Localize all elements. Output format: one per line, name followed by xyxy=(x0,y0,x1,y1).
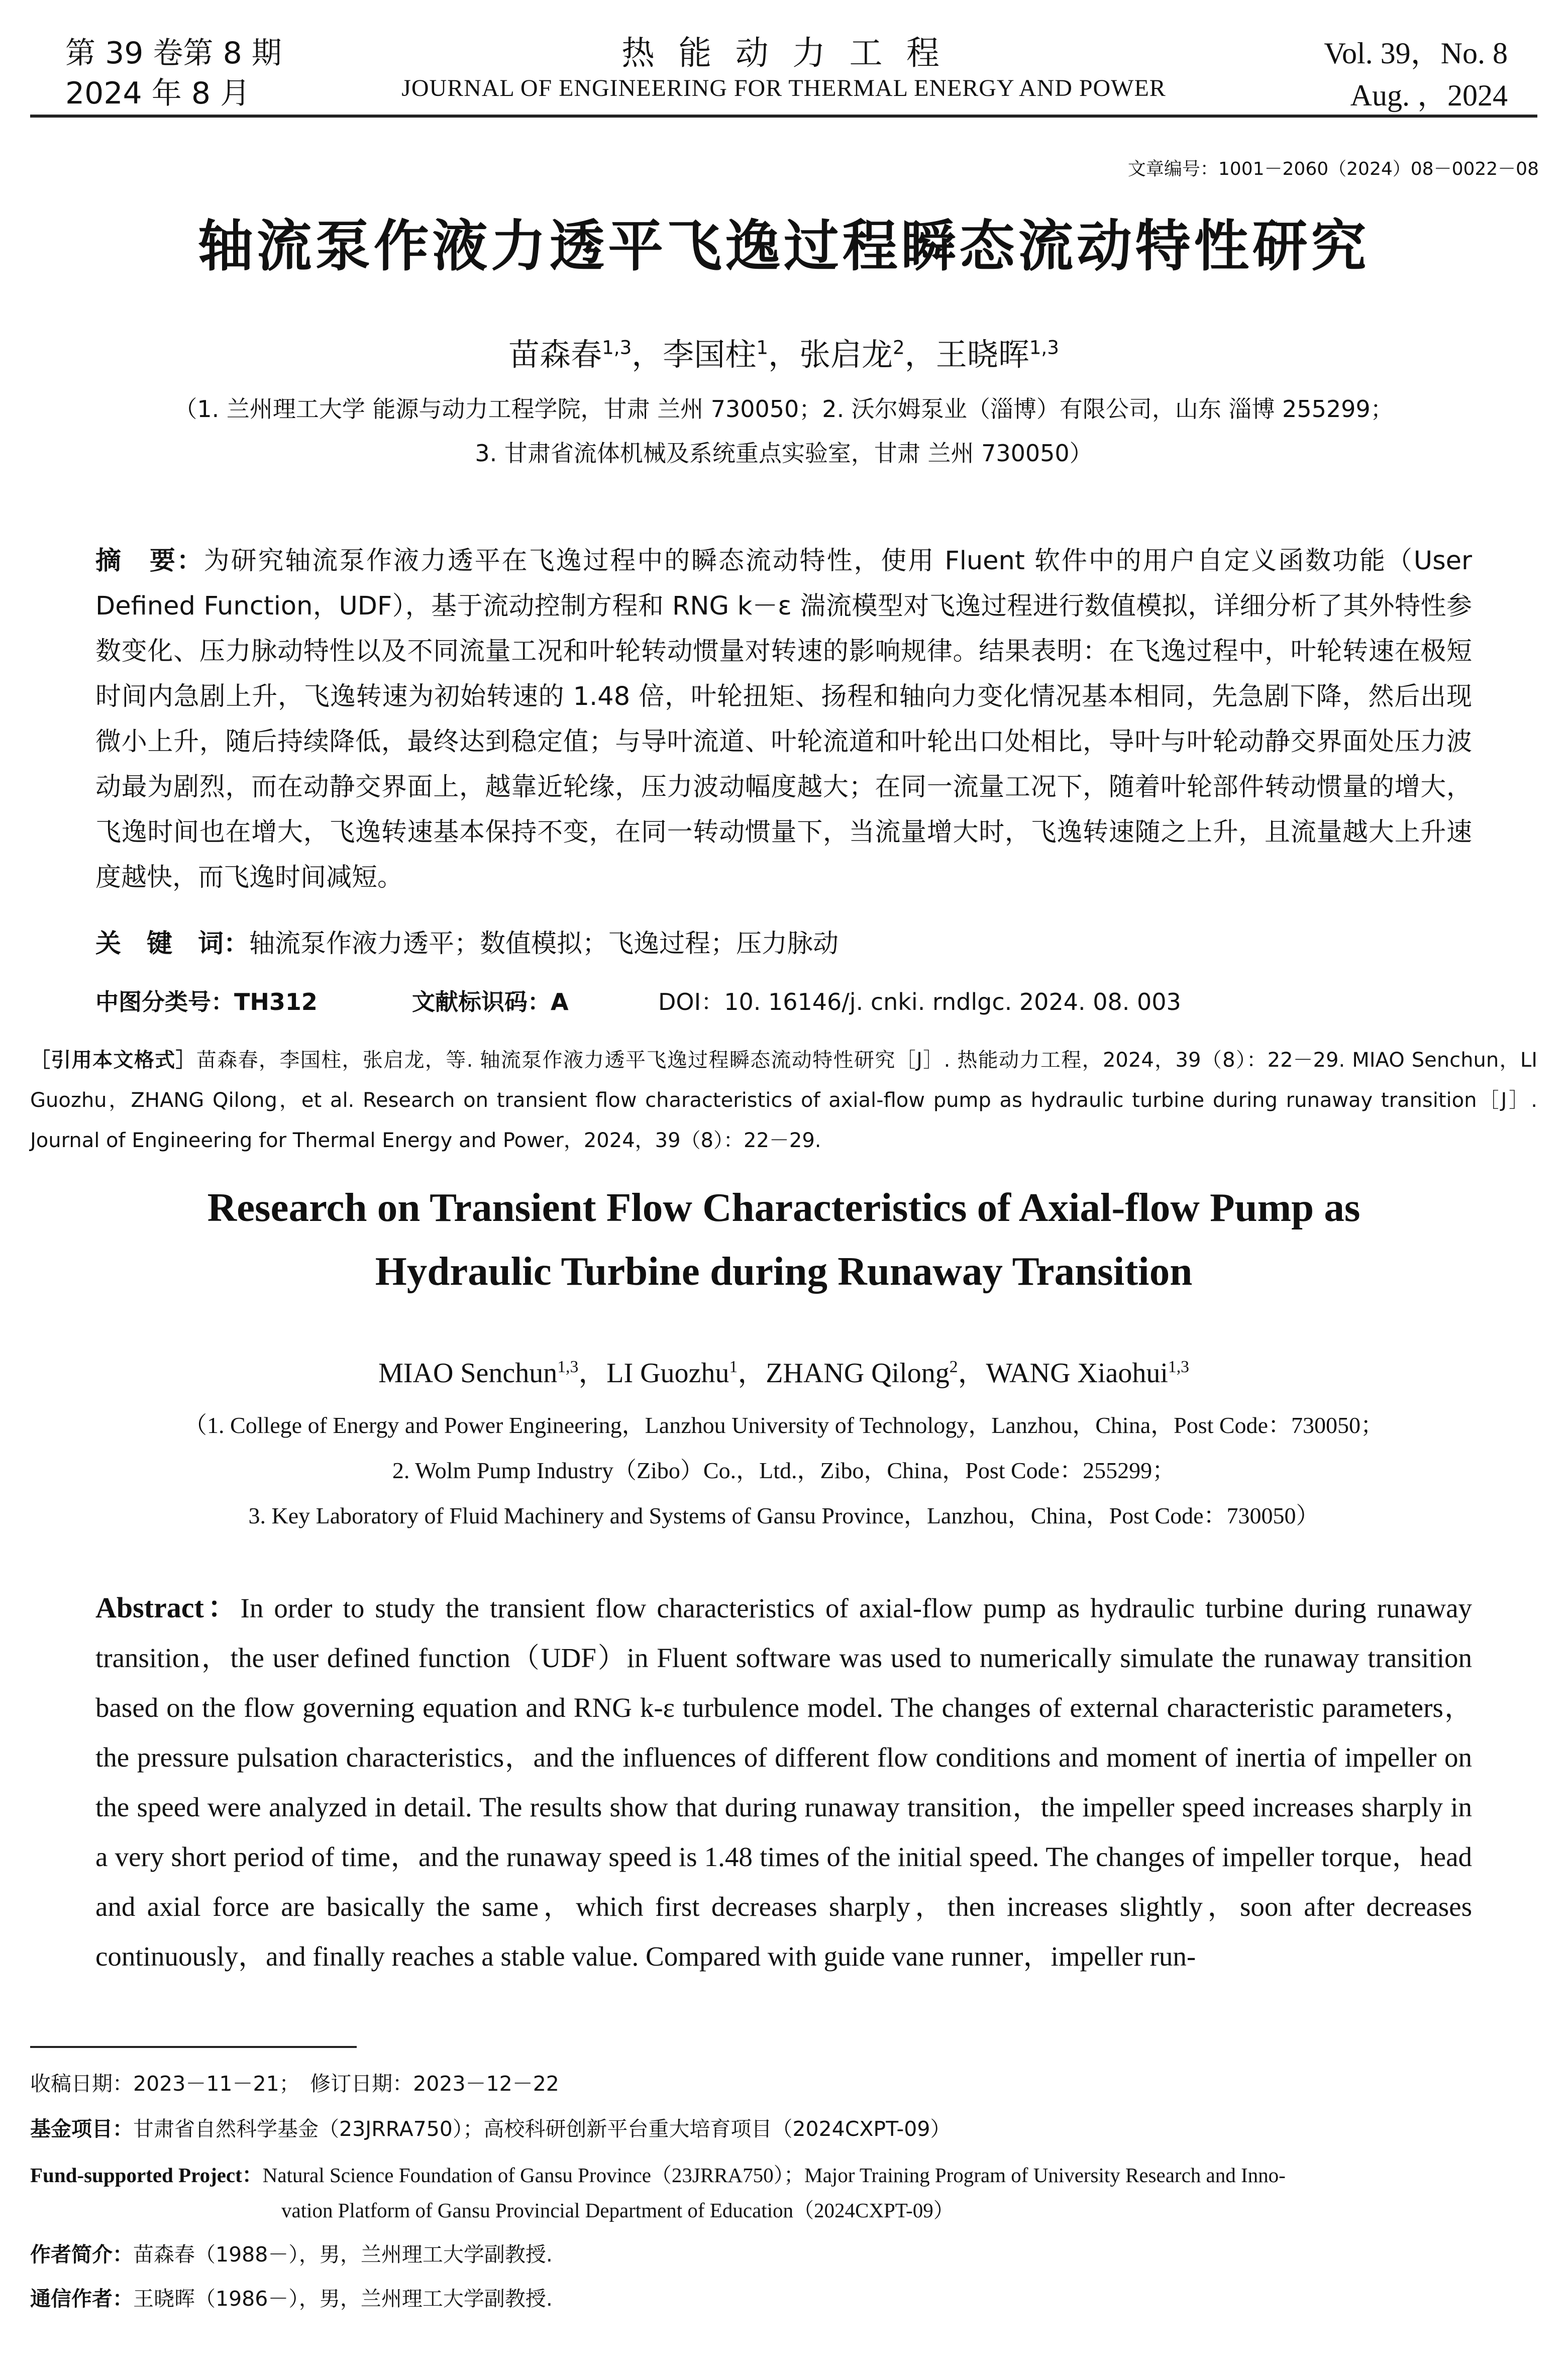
author-bio-label: 作者简介： xyxy=(30,2242,133,2267)
author-affil-mark: 2 xyxy=(893,336,905,359)
author-separator: ， xyxy=(738,1358,766,1389)
title-en xyxy=(30,1176,1537,1303)
corresponding-author xyxy=(30,2282,1537,2312)
fund-cn-text: 甘肃省自然科学基金（23JRRA750）；高校科研创新平台重大培育项目（2024CXPT-09） xyxy=(133,2117,951,2141)
author-separator: ， xyxy=(632,336,663,373)
affiliation-en-line3: 3. Key Laboratory of Fluid Machinery and Systems of Gansu Province，Lanzhou，China，Post Code：730050） xyxy=(248,1503,1319,1528)
author-affil-mark: 2 xyxy=(949,1357,958,1376)
title-en-line1: Research on Transient Flow Characteristics of Axial-flow Pump as xyxy=(207,1185,1361,1230)
author-cn: 苗森春 xyxy=(508,336,602,373)
author-affil-mark: 1,3 xyxy=(1029,336,1059,359)
author-cn: 李国柱 xyxy=(663,336,757,373)
clc-number: 中图分类号：TH312 xyxy=(95,988,318,1015)
fund-cn-label: 基金项目： xyxy=(30,2117,133,2141)
affiliation-en-line2: 2. Wolm Pump Industry（Zibo）Co.，Ltd.，Zibo，China，Post Code：255299； xyxy=(392,1458,1176,1483)
author-affil-mark: 1 xyxy=(729,1357,738,1376)
author-en: ZHANG Qilong xyxy=(766,1358,950,1389)
abstract-cn-text: 为研究轴流泵作液力透平在飞逸过程中的瞬态流动特性，使用 Fluent 软件中的用户自定义函数功能（User Defined Function，UDF），基于流动控制方程和 RNG k－ε 湍流模型对飞逸过程进行数值模拟，详细分析了其外特性参数变化、压力脉动特性以及不同流量工况和叶轮转动惯量对转速的影响规律。结果表明：在飞逸过程中，叶轮转速在极短时间内急剧上升，飞逸转速为初始转速的 1.48 倍，叶轮扭矩、扬程和轴向力变化情况基本相同，先急剧下降，然后出现微小上升，随后持续降低，最终达到稳定值；与导叶流道、叶轮流道和叶轮出口处相比，导叶与叶轮动静交界面处压力波动最为剧烈，而在动静交界面上，越靠近轮缘，压力波动幅度越大；在同一流量工况下，随着叶轮部件转动惯量的增大，飞逸时间也在增大，飞逸转速基本保持不变，在同一转动惯量下，当流量增大时，飞逸转速随之上升，且流量越大上升速度越快，而飞逸时间减短。 xyxy=(95,546,1472,892)
citation-label: ［引用本文格式］ xyxy=(30,1049,196,1072)
affiliation-cn-line1: （1. 兰州理工大学 能源与动力工程学院，甘肃 兰州 730050；2. 沃尔姆泵业（淄博）有限公司，山东 淄博 255299； xyxy=(174,395,1394,423)
journal-name-cn: 热 能 动 力 工 程 xyxy=(621,34,947,72)
author-separator: ， xyxy=(904,336,936,373)
author-bio xyxy=(30,2238,1537,2268)
author-en: LI Guozhu xyxy=(606,1358,729,1389)
article-number: 文章编号：1001－2060（2024）08－0022－08 xyxy=(1127,159,1539,179)
citation-text: 苗森春，李国柱，张启龙，等. 轴流泵作液力透平飞逸过程瞬态流动特性研究［J］. 热能动力工程，2024，39（8）：22－29. MIAO Senchun，LI Guozhu，ZHANG Qilong，et al. Research on transient flow characteristics of axial-flow pump as hydraulic turbine during runaway transition［J］. Journal of Engineering for Thermal Energy and Power，2024，39（8）：22－29. xyxy=(30,1049,1537,1152)
affiliation-en-line1: （1. College of Energy and Power Engineering，Lanzhou University of Technology，Lanzhou，China，Post Code：730050； xyxy=(184,1412,1384,1438)
author-cn: 王晓晖 xyxy=(935,336,1029,373)
fund-en-line2: vation Platform of Gansu Provincial Department of Education（2024CXPT-09） xyxy=(281,2199,954,2222)
keywords-cn xyxy=(95,922,1472,960)
fund-cn xyxy=(30,2112,1537,2142)
keywords-text: 轴流泵作液力透平；数值模拟；飞逸过程；压力脉动 xyxy=(249,929,839,959)
abstract-en xyxy=(95,1583,1472,1981)
doi: DOI：10. 16146/j. cnki. rndlgc. 2024. 08. 003 xyxy=(658,988,1181,1015)
footnote-rule xyxy=(30,2046,357,2048)
authors-cn xyxy=(30,330,1537,374)
author-en: MIAO Senchun xyxy=(378,1358,558,1389)
classification-line xyxy=(95,984,1472,1017)
author-affil-mark: 1 xyxy=(756,336,768,359)
author-cn: 张启龙 xyxy=(799,336,893,373)
authors-en xyxy=(30,1351,1537,1391)
issue-date-en: Aug. ，2024 xyxy=(1350,79,1508,112)
corresponding-author-text: 王晓晖（1986－），男，兰州理工大学副教授. xyxy=(133,2287,553,2311)
author-en: WANG Xiaohui xyxy=(986,1358,1168,1389)
volume-issue: 第 39 卷第 8 期 xyxy=(65,36,282,71)
title-en-line2: Hydraulic Turbine during Runaway Transition xyxy=(375,1249,1193,1294)
abstract-cn xyxy=(95,539,1472,900)
fund-en xyxy=(30,2158,1537,2228)
header-rule xyxy=(30,115,1537,118)
abstract-cn-label: 摘 要： xyxy=(95,546,204,576)
fund-en-label: Fund-supported Project： xyxy=(30,2164,263,2187)
fund-en-line1: Natural Science Foundation of Gansu Province（23JRRA750）；Major Training Program of University Research and Inno- xyxy=(262,2164,1286,2187)
citation xyxy=(30,1040,1537,1161)
author-bio-text: 苗森春（1988－），男，兰州理工大学副教授. xyxy=(133,2242,553,2267)
author-affil-mark: 1,3 xyxy=(602,336,632,359)
volume-issue-en: Vol. 39，No. 8 xyxy=(1324,37,1508,70)
author-separator: ， xyxy=(578,1358,607,1389)
abstract-en-text: In order to study the transient flow characteristics of axial-flow pump as hydraulic turbine during runaway transition，the user defined function（UDF）in Fluent software was used to numerically simulate the runaway transition based on the flow governing equation and RNG k-ε turbulence model. The changes of external characteristic parameters，the pressure pulsation characteristics，and the influences of different flow conditions and moment of inertia of impeller on the speed were analyzed in detail. The results show that during runaway transition，the impeller speed increases sharply in a very short period of time，and the runaway speed is 1.48 times of the initial speed. The changes of impeller torque，head and axial force are basically the same，which first decreases sharply，then increases slightly，soon after decreases continuously，and finally reaches a stable value. Compared with guide vane runner，impeller run- xyxy=(95,1593,1472,1972)
author-separator: ， xyxy=(958,1358,986,1389)
journal-name-en: JOURNAL OF ENGINEERING FOR THERMAL ENERGY AND POWER xyxy=(401,75,1166,101)
author-affil-mark: 1,3 xyxy=(1168,1357,1189,1376)
issue-date: 2024 年 8 月 xyxy=(65,76,251,111)
received-revised-dates: 收稿日期：2023－11－21； 修订日期：2023－12－22 xyxy=(30,2072,559,2096)
author-affil-mark: 1,3 xyxy=(557,1357,579,1376)
abstract-en-label: Abstract： xyxy=(95,1591,241,1624)
document-code: 文献标识码：A xyxy=(412,988,569,1015)
title-cn: 轴流泵作液力透平飞逸过程瞬态流动特性研究 xyxy=(198,214,1370,278)
author-separator: ， xyxy=(768,336,799,373)
keywords-label: 关 键 词： xyxy=(95,929,250,959)
corresponding-author-label: 通信作者： xyxy=(30,2287,133,2311)
affiliation-cn-line2: 3. 甘肃省流体机械及系统重点实验室，甘肃 兰州 730050） xyxy=(475,440,1093,467)
